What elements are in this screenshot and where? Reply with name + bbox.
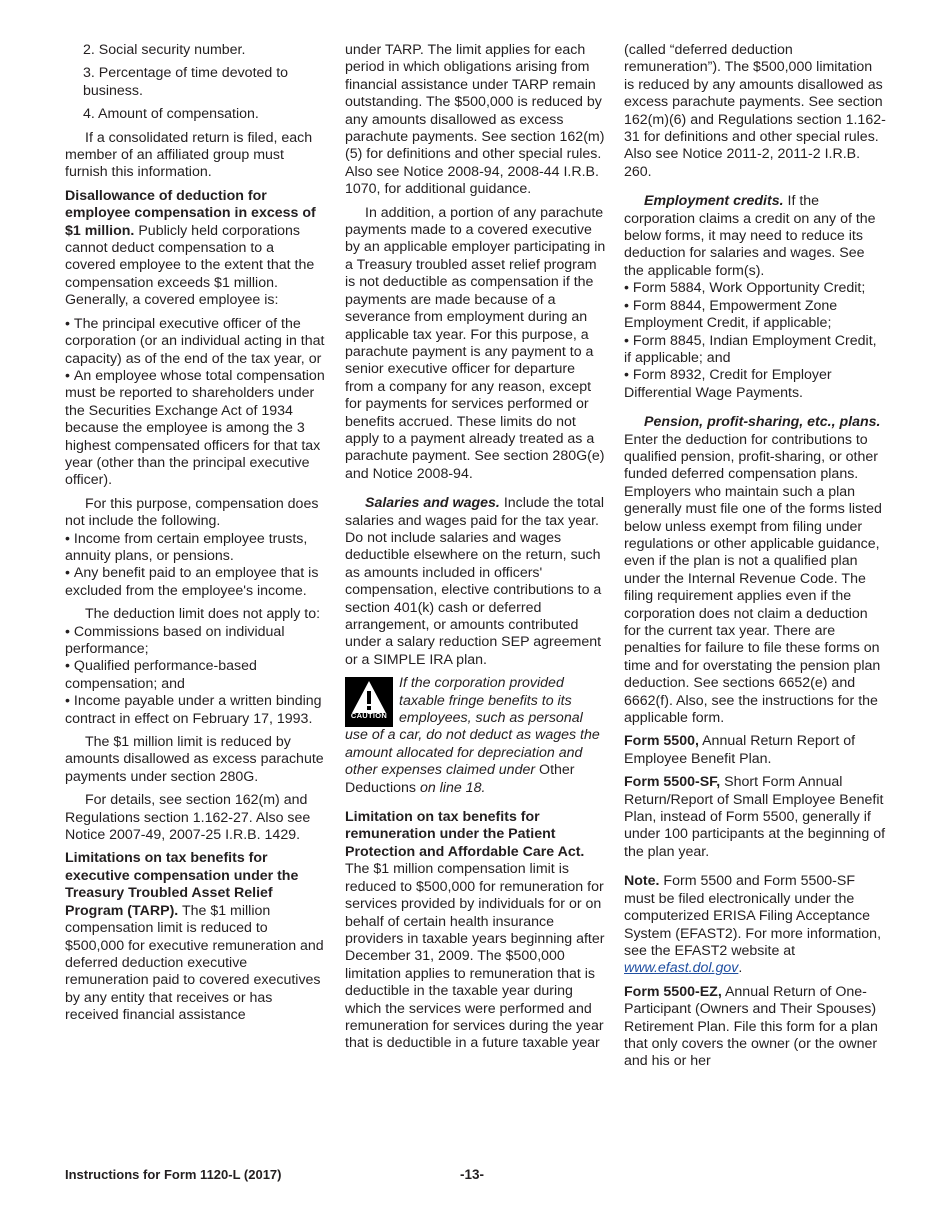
- paragraph: Form 5500-EZ, Annual Return of One-Participant (Owners and Their Spouses) Retirement Plan. File this form for a plan that only covers the owner (or the owner and his or her: [624, 983, 878, 1070]
- list-item: 4. Amount of compensation.: [83, 106, 259, 123]
- bullet-item: • Any benefit paid to an employee that is excluded from the employee's income.: [65, 565, 327, 600]
- column-1: [65, 42, 327, 1031]
- paragraph: In addition, a portion of any parachute payments made to a covered executive by an applicable employer participating in a Treasury troubled asset relief program is not deductible as compensation if the payments are made because of a severance from employment during an applicable tax year. For this purpose, a parachute payment is any payment to a senior executive officer for departure from a company for any reason, except for payments for services performed or benefits accrued. These limits do not apply to a payment already treated as a parachute payment. See section 280G(e) and Notice 2008-94.: [345, 204, 606, 482]
- bullet-item: • Form 8844, Empowerment Zone Employment Credit, if applicable;: [624, 298, 886, 333]
- paragraph: Pension, profit-sharing, etc., plans. Enter the deduction for contributions to qualified pension, profit-sharing, or other funded deferred compensation plans. Employers who maintain such a plan generally must file one of the forms listed below unless exempt from filing under regulations or other applicable guidance, even if the plan is not a qualified plan under the Internal Revenue Code. The filing requirement applies even if the corporation does not claim a deduction for the current tax year. There are penalties for failure to file these forms on time and for overstating the pension plan deduction. See sections 6652(e) and 6662(f). Also, see the instructions for the applicable form.: [624, 414, 882, 727]
- efast-link[interactable]: www.efast.dol.gov: [624, 960, 739, 977]
- bullet-item: • Income from certain employee trusts, annuity plans, or pensions.: [65, 531, 327, 566]
- column-3: [624, 42, 886, 1077]
- paragraph: The $1 million limit is reduced by amounts disallowed as excess parachute payments under section 280G.: [65, 734, 324, 785]
- bullet-item: • An employee whose total compensation must be reported to shareholders under the Securities Exchange Act of 1934 because the employee is among the 3 highest compensated officers for that tax year (other than the principal executive officer).: [65, 368, 327, 490]
- paragraph: Limitations on tax benefits for executive compensation under the Treasury Troubled Asset Relief Program (TARP). The $1 million compensation limit is reduced to $500,000 for executive remuneration and deferred deduction executive remuneration paid to covered executives by any entity that receives or has received financial assistance: [65, 850, 324, 1024]
- bullet-item: • Qualified performance-based compensation; and: [65, 658, 327, 693]
- caution-label: CAUTION: [350, 710, 388, 720]
- form-heading: Form 5500-SF,: [624, 774, 721, 791]
- section-heading: Salaries and wages.: [365, 495, 500, 512]
- note-heading: Note.: [624, 873, 660, 890]
- bullet-item: • The principal executive officer of the corporation (or an individual acting in that capacity) as of the end of the tax year, or: [65, 316, 327, 368]
- paragraph: Disallowance of deduction for employee compensation in excess of $1 million. Publicly held corporations cannot deduct compensation to a covered employee to the extent that the compensation exceeds $1 million. Generally, a covered employee is:: [65, 187, 316, 309]
- paragraph: (called “deferred deduction remuneration”). The $500,000 limitation is reduced by any amounts disallowed as excess parachute payments. See section 162(m)(6) and Regulations section 1.162-31 for definitions and other special rules. Also see Notice 2011-2, 2011-2 I.R.B. 260.: [624, 42, 886, 180]
- section-heading: Limitation on tax benefits for remuneration under the Patient Protection and Affordable Care Act.: [345, 809, 585, 860]
- list-item: 3. Percentage of time devoted to business.: [83, 65, 289, 99]
- paragraph: For details, see section 162(m) and Regulations section 1.162-27. Also see Notice 2007-49, 2007-25 I.R.B. 1429.: [65, 792, 311, 844]
- bullet-item: • Form 5884, Work Opportunity Credit;: [624, 280, 886, 297]
- paragraph: Salaries and wages. Include the total salaries and wages paid for the tax year. Do not include salaries and wages deductible elsewhere on the return, such as amounts included in officers' compensation, elective contributions to a section 401(k) cash or deferred arrangement, or amounts contributed under a salary reduction SEP agreement or a SIMPLE IRA plan.: [345, 495, 604, 668]
- section-heading: Employment credits.: [644, 193, 784, 210]
- paragraph: The deduction limit does not apply to:: [85, 606, 321, 623]
- paragraph: Form 5500-SF, Short Form Annual Return/Report of Small Employee Benefit Plan, instead of Form 5500, generally if under 100 participants at the beginning of the plan year.: [624, 774, 886, 860]
- paragraph: For this purpose, compensation does not include the following.: [65, 495, 319, 530]
- paragraph: Form 5500, Annual Return Report of Employee Benefit Plan.: [624, 733, 856, 767]
- form-heading: Form 5500,: [624, 733, 699, 750]
- paragraph: If a consolidated return is filed, each member of an affiliated group must furnish this information.: [65, 129, 313, 181]
- bullet-item: • Commissions based on individual performance;: [65, 624, 327, 659]
- paragraph: under TARP. The limit applies for each period in which obligations arising from financial assistance under TARP remain outstanding. The $500,000 is reduced by any amounts disallowed as excess parachute payments. See section 162(m)(5) for definitions and other special rules. Also see Notice 2008-94, 2008-44 I.R.B. 1070, for additional guidance.: [345, 42, 605, 198]
- section-heading: Limitations on tax benefits for executive compensation under the Treasury Troubled Asset Relief Program (TARP).: [65, 850, 299, 919]
- paragraph: Employment credits. If the corporation claims a credit on any of the below forms, it may need to reduce its deduction for salaries and wages. See the applicable form(s).: [624, 193, 876, 279]
- section-heading: Pension, profit-sharing, etc., plans.: [644, 414, 881, 431]
- paragraph: Note. Form 5500 and Form 5500-SF must be filed electronically under the computerized ERISA Filing Acceptance System (EFAST2). For more information, see the EFAST2 website at www.efast.dol.gov.: [624, 873, 882, 977]
- caution-icon: [345, 677, 393, 727]
- section-heading: Disallowance of deduction for employee compensation in excess of $1 million.: [65, 187, 316, 239]
- caution-note: CAUTION If the corporation provided taxable fringe benefits to its employees, such as personal use of a car, do not deduct as wages the amount allocated for depreciation and other expenses claimed under Other Deductions on line 18.: [345, 675, 600, 796]
- page-number: -13-: [460, 1167, 485, 1182]
- column-2: [345, 42, 607, 1059]
- bullet-item: • Income payable under a written binding contract in effect on February 17, 1993.: [65, 693, 327, 728]
- form-heading: Form 5500-EZ,: [624, 983, 722, 1000]
- bullet-item: • Form 8932, Credit for Employer Differential Wage Payments.: [624, 367, 886, 402]
- footer-title: Instructions for Form 1120-L (2017): [65, 1167, 282, 1182]
- bullet-item: • Form 8845, Indian Employment Credit, if applicable; and: [624, 333, 886, 368]
- paragraph: Limitation on tax benefits for remuneration under the Patient Protection and Affordable Care Act. The $1 million compensation limit is reduced to $500,000 for remuneration for services provided by individuals for or on behalf of certain health insurance providers in taxable years beginning after December 31, 2009. The $500,000 limitation applies to remuneration that is deductible in the taxable year during which the services were performed and remuneration for services during the year that is deductible in a future taxable year: [345, 809, 605, 1052]
- list-item: 2. Social security number.: [83, 42, 246, 58]
